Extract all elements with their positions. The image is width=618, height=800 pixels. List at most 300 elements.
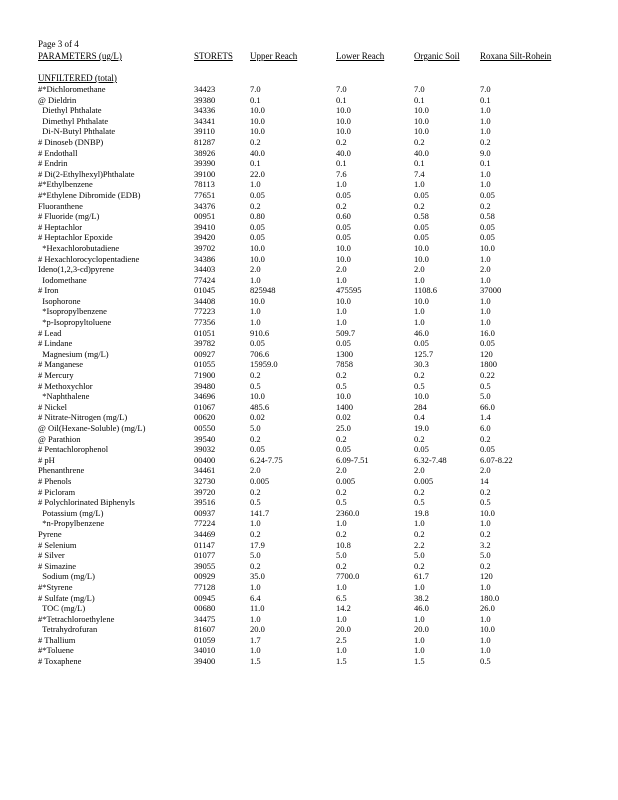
- storet-cell: 32730: [194, 475, 216, 486]
- organic-soil-header: Organic Soil: [414, 51, 460, 61]
- table-row: [38, 359, 598, 370]
- table-row: [38, 169, 598, 180]
- table-row: [38, 148, 598, 159]
- storet-cell: 01051: [194, 327, 216, 338]
- lower-reach-cell: 0.05: [336, 221, 351, 232]
- lower-reach-cell: 0.2: [336, 560, 347, 571]
- table-row: [38, 328, 598, 339]
- table-row: [38, 412, 598, 423]
- roxana-silt-cell: 0.2: [480, 433, 491, 444]
- lower-reach-cell: 0.2: [336, 200, 347, 211]
- lower-reach-header: Lower Reach: [336, 51, 385, 61]
- table-row: [38, 243, 598, 254]
- parameter-cell: Pyrene: [38, 528, 62, 539]
- parameter-cell: *p-Isopropyltoluene: [38, 317, 112, 328]
- table-row: [38, 571, 598, 582]
- lower-reach-cell: 10.0: [336, 126, 351, 137]
- lower-reach-cell: 0.05: [336, 444, 351, 455]
- roxana-silt-cell: 66.0: [480, 401, 495, 412]
- lower-reach-cell: 509.7: [336, 327, 356, 338]
- upper-reach-cell: 2.0: [250, 465, 261, 476]
- parameter-cell: *Isopropylbenzene: [38, 306, 107, 317]
- parameter-cell: @ Oil(Hexane-Soluble) (mg/L): [38, 423, 146, 433]
- storet-cell: 34336: [194, 105, 216, 116]
- storet-cell: 34341: [194, 115, 216, 126]
- section-title: UNFILTERED (total): [38, 73, 117, 83]
- upper-reach-cell: 0.005: [250, 475, 270, 486]
- roxana-silt-cell: 1.0: [480, 274, 491, 285]
- organic-soil-cell: 0.2: [414, 486, 425, 497]
- table-row: [38, 84, 598, 95]
- upper-reach-cell: 17.9: [250, 539, 265, 550]
- lower-reach-cell: 0.2: [336, 370, 347, 381]
- table-row: [38, 529, 598, 540]
- roxana-silt-cell: 0.2: [480, 200, 491, 211]
- organic-soil-cell: 10.0: [414, 391, 429, 402]
- storet-cell: 01045: [194, 285, 216, 296]
- table-row: [38, 211, 598, 222]
- storet-cell: 77224: [194, 518, 216, 529]
- organic-soil-cell: 0.05: [414, 232, 429, 243]
- storet-cell: 39782: [194, 338, 216, 349]
- roxana-silt-cell: 10.0: [480, 624, 495, 635]
- table-row: [38, 137, 598, 148]
- organic-soil-cell: 0.05: [414, 444, 429, 455]
- upper-reach-cell: 0.05: [250, 338, 265, 349]
- upper-reach-cell: 0.2: [250, 136, 261, 147]
- organic-soil-cell: 20.0: [414, 624, 429, 635]
- parameter-cell: #*Tetrachloroethylene: [38, 613, 115, 624]
- storet-cell: 39420: [194, 232, 216, 243]
- upper-reach-cell: 910.6: [250, 327, 270, 338]
- roxana-silt-cell: 1800: [480, 359, 497, 370]
- storet-cell: 34403: [194, 264, 216, 275]
- storet-cell: 39390: [194, 158, 216, 169]
- upper-reach-cell: 0.2: [250, 370, 261, 381]
- parameter-cell: # Silver: [38, 550, 65, 561]
- lower-reach-cell: 1.5: [336, 656, 347, 667]
- storet-cell: 77223: [194, 306, 216, 317]
- lower-reach-cell: 10.0: [336, 115, 351, 126]
- organic-soil-cell: 0.005: [414, 475, 434, 486]
- storet-cell: 77128: [194, 581, 216, 592]
- table-row: [38, 402, 598, 413]
- table-row: [38, 275, 598, 286]
- storet-cell: 77424: [194, 274, 216, 285]
- lower-reach-cell: 1300: [336, 348, 353, 359]
- upper-reach-cell: 825948: [250, 285, 276, 296]
- roxana-silt-cell: 0.05: [480, 338, 495, 349]
- lower-reach-cell: 2.0: [336, 264, 347, 275]
- parameter-cell: @ Dieldrin: [38, 94, 77, 105]
- parameter-cell: Iodomethane: [38, 274, 87, 285]
- lower-reach-cell: 1400: [336, 401, 353, 412]
- table-row: [38, 317, 598, 328]
- table-row: [38, 645, 598, 656]
- lower-reach-cell: 0.2: [336, 486, 347, 497]
- roxana-silt-cell: 1.0: [480, 295, 491, 306]
- organic-soil-cell: 1.0: [414, 613, 425, 624]
- lower-reach-cell: 1.0: [336, 581, 347, 592]
- table-row: [38, 232, 598, 243]
- roxana-silt-cell: 0.05: [480, 221, 495, 232]
- organic-soil-cell: 6.32-7.48: [414, 454, 447, 465]
- parameter-cell: # Di(2-Ethylhexyl)Phthalate: [38, 168, 135, 179]
- data-table: [38, 84, 598, 667]
- parameters-header: PARAMETERS (ug/L): [38, 51, 122, 61]
- organic-soil-cell: 1108.6: [414, 285, 438, 296]
- parameter-cell: Ideno(1,2,3-cd)pyrene: [38, 264, 114, 275]
- storet-cell: 00929: [194, 571, 216, 582]
- table-row: [38, 306, 598, 317]
- parameter-cell: # Endothall: [38, 147, 78, 158]
- table-row: [38, 476, 598, 487]
- table-row: [38, 285, 598, 296]
- organic-soil-cell: 0.58: [414, 211, 429, 222]
- upper-reach-cell: 20.0: [250, 624, 265, 635]
- lower-reach-cell: 1.0: [336, 317, 347, 328]
- storet-cell: 38926: [194, 147, 216, 158]
- organic-soil-cell: 46.0: [414, 327, 429, 338]
- upper-reach-cell: 0.5: [250, 380, 261, 391]
- lower-reach-cell: 1.0: [336, 645, 347, 656]
- storets-header: STORETS: [194, 51, 233, 61]
- parameter-cell: # Fluoride (mg/L): [38, 211, 100, 222]
- organic-soil-cell: 5.0: [414, 550, 425, 561]
- table-row: [38, 582, 598, 593]
- parameter-cell: Potassium (mg/L): [38, 507, 104, 518]
- parameter-cell: #*Dichloromethane: [38, 84, 106, 94]
- lower-reach-cell: 0.02: [336, 412, 351, 423]
- parameter-cell: # Selenium: [38, 539, 77, 550]
- lower-reach-cell: 1.0: [336, 274, 347, 285]
- storet-cell: 39400: [194, 656, 216, 667]
- lower-reach-cell: 0.2: [336, 433, 347, 444]
- upper-reach-cell: 10.0: [250, 115, 265, 126]
- storet-cell: 34469: [194, 528, 216, 539]
- organic-soil-cell: 7.4: [414, 168, 425, 179]
- lower-reach-cell: 40.0: [336, 147, 351, 158]
- upper-reach-cell: 141.7: [250, 507, 270, 518]
- lower-reach-cell: 2360.0: [336, 507, 360, 518]
- organic-soil-cell: 0.2: [414, 370, 425, 381]
- table-row: [38, 105, 598, 116]
- organic-soil-cell: 0.2: [414, 200, 425, 211]
- storet-cell: 39516: [194, 497, 216, 508]
- lower-reach-cell: 2.5: [336, 634, 347, 645]
- table-row: [38, 338, 598, 349]
- roxana-silt-cell: 0.22: [480, 370, 495, 381]
- upper-reach-cell: 0.2: [250, 486, 261, 497]
- lower-reach-cell: 10.0: [336, 253, 351, 264]
- upper-reach-cell: 1.0: [250, 179, 261, 190]
- roxana-silt-cell: 1.0: [480, 126, 491, 137]
- upper-reach-cell: 0.2: [250, 528, 261, 539]
- upper-reach-cell: 0.2: [250, 200, 261, 211]
- lower-reach-cell: 0.60: [336, 211, 351, 222]
- table-row: [38, 497, 598, 508]
- storet-cell: 39720: [194, 486, 216, 497]
- upper-reach-cell: 1.7: [250, 634, 261, 645]
- roxana-silt-cell: 6.07-8.22: [480, 454, 513, 465]
- parameter-cell: # Toxaphene: [38, 656, 82, 667]
- parameter-cell: Phenanthrene: [38, 465, 85, 476]
- lower-reach-cell: 20.0: [336, 624, 351, 635]
- storet-cell: 34696: [194, 391, 216, 402]
- lower-reach-cell: 10.8: [336, 539, 351, 550]
- storet-cell: 39110: [194, 126, 215, 137]
- upper-reach-cell: 0.05: [250, 232, 265, 243]
- table-row: [38, 381, 598, 392]
- storet-cell: 00951: [194, 211, 216, 222]
- parameter-cell: @ Parathion: [38, 433, 81, 444]
- roxana-silt-cell: 0.5: [480, 656, 491, 667]
- upper-reach-cell: 0.2: [250, 433, 261, 444]
- roxana-silt-cell: 1.0: [480, 581, 491, 592]
- upper-reach-cell: 706.6: [250, 348, 270, 359]
- storet-cell: 39410: [194, 221, 216, 232]
- lower-reach-cell: 2.0: [336, 465, 347, 476]
- storet-cell: 34475: [194, 613, 216, 624]
- upper-reach-cell: 1.5: [250, 656, 261, 667]
- organic-soil-cell: 0.4: [414, 412, 425, 423]
- document-page: [38, 38, 598, 667]
- lower-reach-cell: 0.2: [336, 528, 347, 539]
- organic-soil-cell: 0.2: [414, 433, 425, 444]
- storet-cell: 00400: [194, 454, 216, 465]
- organic-soil-cell: 284: [414, 401, 427, 412]
- upper-reach-cell: 0.2: [250, 560, 261, 571]
- upper-reach-cell: 1.0: [250, 306, 261, 317]
- roxana-silt-cell: 0.5: [480, 497, 491, 508]
- organic-soil-cell: 0.5: [414, 497, 425, 508]
- lower-reach-cell: 10.0: [336, 105, 351, 116]
- roxana-silt-cell: 0.58: [480, 211, 495, 222]
- organic-soil-cell: 125.7: [414, 348, 434, 359]
- organic-soil-cell: 2.2: [414, 539, 425, 550]
- parameter-cell: # Nickel: [38, 401, 68, 412]
- roxana-silt-cell: 1.0: [480, 168, 491, 179]
- organic-soil-cell: 0.2: [414, 528, 425, 539]
- storet-cell: 00680: [194, 603, 216, 614]
- page-label: Page 3 of 4: [38, 39, 79, 49]
- roxana-silt-cell: 0.2: [480, 486, 491, 497]
- parameter-cell: Dimethyl Phthalate: [38, 115, 109, 126]
- storet-cell: 39055: [194, 560, 216, 571]
- parameter-cell: #*Toluene: [38, 645, 74, 656]
- upper-reach-cell: 10.0: [250, 242, 265, 253]
- roxana-silt-cell: 1.0: [480, 317, 491, 328]
- parameter-cell: *Hexachlorobutadiene: [38, 242, 120, 253]
- roxana-silt-cell: 120: [480, 348, 493, 359]
- upper-reach-cell: 10.0: [250, 391, 265, 402]
- storet-cell: 01059: [194, 634, 216, 645]
- table-row: [38, 561, 598, 572]
- storet-cell: 00550: [194, 423, 216, 433]
- parameter-cell: # Mercury: [38, 370, 74, 381]
- storet-cell: 34423: [194, 84, 216, 94]
- organic-soil-cell: 40.0: [414, 147, 429, 158]
- upper-reach-cell: 485.6: [250, 401, 270, 412]
- parameter-cell: Sodium (mg/L): [38, 571, 95, 582]
- roxana-silt-cell: 2.0: [480, 465, 491, 476]
- organic-soil-cell: 1.0: [414, 581, 425, 592]
- roxana-silt-cell: 16.0: [480, 327, 495, 338]
- roxana-silt-cell: 10.0: [480, 507, 495, 518]
- roxana-silt-cell: 37000: [480, 285, 502, 296]
- lower-reach-cell: 7700.0: [336, 571, 360, 582]
- lower-reach-cell: 1.0: [336, 518, 347, 529]
- lower-reach-cell: 14.2: [336, 603, 351, 614]
- roxana-silt-cell: 0.05: [480, 444, 495, 455]
- parameter-cell: # Pentachlorophenol: [38, 444, 109, 455]
- lower-reach-cell: 25.0: [336, 423, 351, 433]
- parameter-cell: Diethyl Phthalate: [38, 105, 102, 116]
- upper-reach-cell: 0.80: [250, 211, 265, 222]
- organic-soil-cell: 10.0: [414, 115, 429, 126]
- roxana-silt-cell: 7.0: [480, 84, 491, 94]
- organic-soil-cell: 0.05: [414, 189, 429, 200]
- roxana-silt-cell: 0.05: [480, 189, 495, 200]
- upper-reach-cell: 10.0: [250, 126, 265, 137]
- lower-reach-cell: 1.0: [336, 306, 347, 317]
- table-row: [38, 434, 598, 445]
- organic-soil-cell: 0.2: [414, 136, 425, 147]
- organic-soil-cell: 1.0: [414, 306, 425, 317]
- upper-reach-cell: 1.0: [250, 645, 261, 656]
- organic-soil-cell: 0.2: [414, 560, 425, 571]
- table-row: [38, 423, 598, 434]
- organic-soil-cell: 10.0: [414, 105, 429, 116]
- organic-soil-cell: 1.0: [414, 179, 425, 190]
- organic-soil-cell: 10.0: [414, 242, 429, 253]
- parameter-cell: # Manganese: [38, 359, 84, 370]
- storet-cell: 01055: [194, 359, 216, 370]
- organic-soil-cell: 10.0: [414, 126, 429, 137]
- organic-soil-cell: 0.1: [414, 94, 425, 105]
- roxana-silt-cell: 1.0: [480, 634, 491, 645]
- table-row: [38, 296, 598, 307]
- table-row: [38, 349, 598, 360]
- roxana-silt-cell: 3.2: [480, 539, 491, 550]
- storet-cell: 34386: [194, 253, 216, 264]
- upper-reach-cell: 0.05: [250, 444, 265, 455]
- lower-reach-cell: 5.0: [336, 550, 347, 561]
- storet-cell: 01147: [194, 539, 215, 550]
- roxana-silt-cell: 0.1: [480, 94, 491, 105]
- upper-reach-cell: 10.0: [250, 295, 265, 306]
- lower-reach-cell: 0.1: [336, 94, 347, 105]
- roxana-silt-header: Roxana Silt-Rohein: [480, 51, 552, 61]
- upper-reach-cell: 40.0: [250, 147, 265, 158]
- parameter-cell: # Phenols: [38, 475, 72, 486]
- roxana-silt-cell: 5.0: [480, 550, 491, 561]
- table-row: [38, 635, 598, 646]
- parameter-cell: *Naphthalene: [38, 391, 90, 402]
- roxana-silt-cell: 9.0: [480, 147, 491, 158]
- roxana-silt-cell: 1.0: [480, 105, 491, 116]
- lower-reach-cell: 7.0: [336, 84, 347, 94]
- column-header-row: [38, 50, 598, 62]
- roxana-silt-cell: 1.0: [480, 518, 491, 529]
- lower-reach-cell: 6.09-7.51: [336, 454, 369, 465]
- table-row: [38, 264, 598, 275]
- upper-reach-cell: 7.0: [250, 84, 261, 94]
- storet-cell: 34461: [194, 465, 216, 476]
- organic-soil-cell: 19.0: [414, 423, 429, 433]
- parameter-cell: # Thallium: [38, 634, 76, 645]
- table-row: [38, 550, 598, 561]
- table-row: [38, 624, 598, 635]
- roxana-silt-cell: 1.0: [480, 179, 491, 190]
- parameter-cell: # Endrin: [38, 158, 68, 169]
- upper-reach-cell: 6.24-7.75: [250, 454, 283, 465]
- upper-reach-cell: 5.0: [250, 423, 261, 433]
- roxana-silt-cell: 26.0: [480, 603, 495, 614]
- storet-cell: 81287: [194, 136, 216, 147]
- upper-reach-cell: 0.5: [250, 497, 261, 508]
- organic-soil-cell: 0.1: [414, 158, 425, 169]
- upper-reach-cell: 5.0: [250, 550, 261, 561]
- upper-reach-cell: 0.1: [250, 94, 261, 105]
- roxana-silt-cell: 0.2: [480, 528, 491, 539]
- storet-cell: 39480: [194, 380, 216, 391]
- storet-cell: 39100: [194, 168, 216, 179]
- lower-reach-cell: 7.6: [336, 168, 347, 179]
- storet-cell: 00927: [194, 348, 216, 359]
- table-row: [38, 518, 598, 529]
- organic-soil-cell: 30.3: [414, 359, 429, 370]
- upper-reach-cell: 0.1: [250, 158, 261, 169]
- roxana-silt-cell: 1.4: [480, 412, 491, 423]
- parameter-cell: # Dinoseb (DNBP): [38, 136, 104, 147]
- storet-cell: 00937: [194, 507, 216, 518]
- table-row: [38, 656, 598, 667]
- table-row: [38, 222, 598, 233]
- parameter-cell: # Simazine: [38, 560, 77, 571]
- upper-reach-cell: 1.0: [250, 274, 261, 285]
- storet-cell: 78113: [194, 179, 215, 190]
- upper-reach-cell: 35.0: [250, 571, 265, 582]
- storet-cell: 01067: [194, 401, 216, 412]
- table-row: [38, 444, 598, 455]
- lower-reach-cell: 0.1: [336, 158, 347, 169]
- upper-reach-cell: 0.05: [250, 189, 265, 200]
- storet-cell: 34408: [194, 295, 216, 306]
- table-row: [38, 540, 598, 551]
- organic-soil-cell: 1.0: [414, 317, 425, 328]
- table-row: [38, 593, 598, 604]
- roxana-silt-cell: 180.0: [480, 592, 500, 603]
- lower-reach-cell: 0.5: [336, 497, 347, 508]
- organic-soil-cell: 10.0: [414, 253, 429, 264]
- parameter-cell: # Lead: [38, 327, 62, 338]
- organic-soil-cell: 46.0: [414, 603, 429, 614]
- parameter-cell: # Sulfate (mg/L): [38, 592, 95, 603]
- organic-soil-cell: 1.0: [414, 645, 425, 656]
- parameter-cell: # Picloram: [38, 486, 76, 497]
- roxana-silt-cell: 5.0: [480, 391, 491, 402]
- roxana-silt-cell: 10.0: [480, 242, 495, 253]
- organic-soil-cell: 2.0: [414, 264, 425, 275]
- lower-reach-cell: 10.0: [336, 242, 351, 253]
- lower-reach-cell: 0.05: [336, 338, 351, 349]
- table-row: [38, 126, 598, 137]
- table-row: [38, 614, 598, 625]
- roxana-silt-cell: 2.0: [480, 264, 491, 275]
- parameter-cell: # Lindane: [38, 338, 73, 349]
- roxana-silt-cell: 0.2: [480, 560, 491, 571]
